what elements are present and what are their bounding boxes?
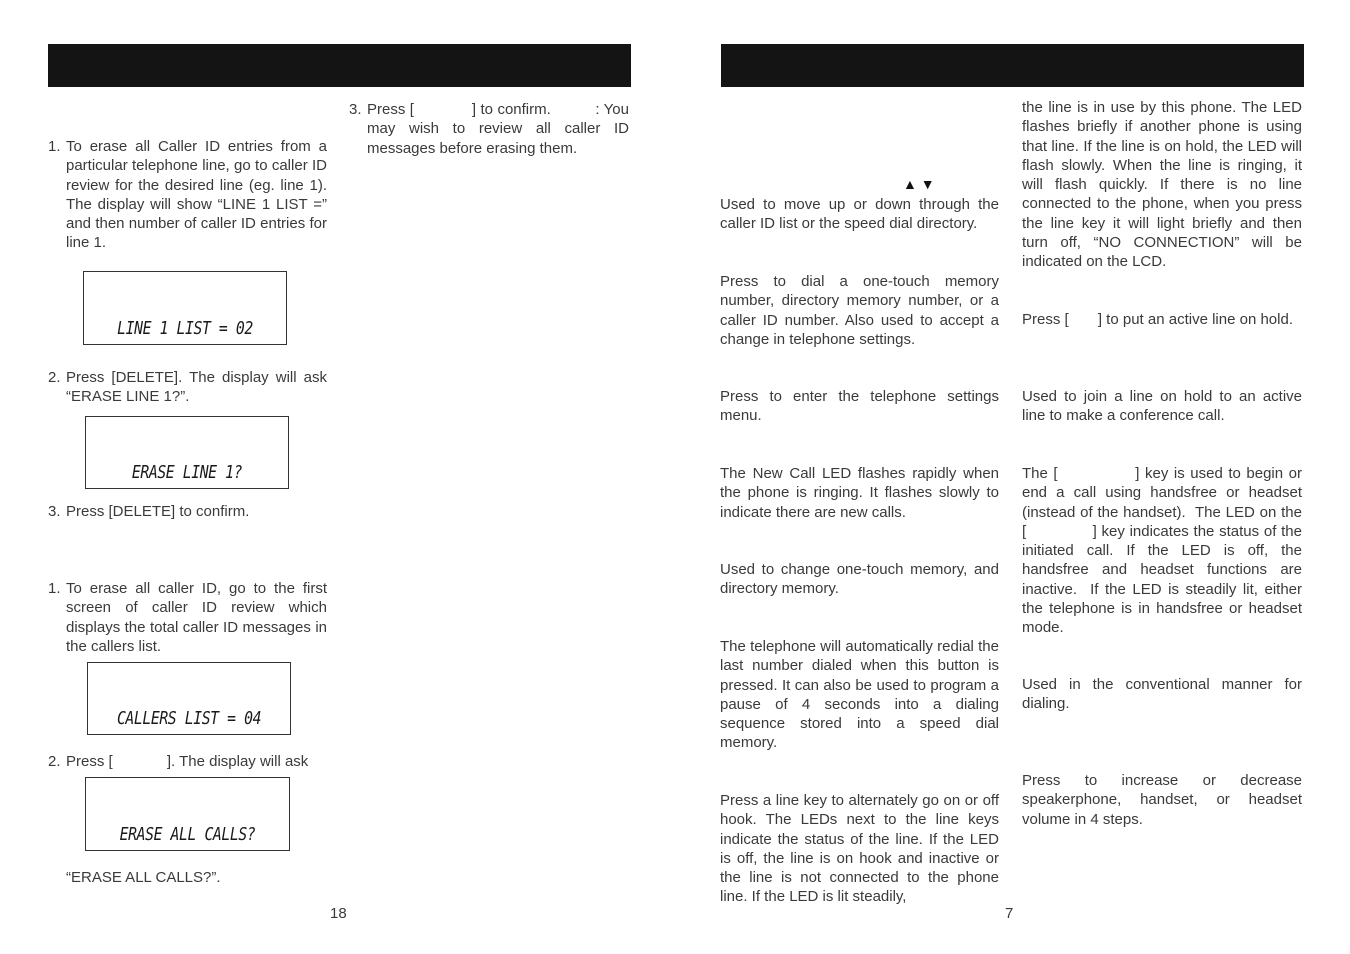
paragraph: Press to dial a one-touch memory number, directory memory number, or a caller ID number. Also used to accept a change in telephone settings. (720, 273, 999, 348)
lcd-display: ERASE ALL CALLS? (85, 777, 290, 851)
lcd-display: ERASE LINE 1? (85, 416, 289, 489)
paragraph: Used to join a line on hold to an active line to make a conference call. (1022, 388, 1302, 425)
left-header-bar (48, 44, 631, 87)
paragraph: The [ ] key is used to begin or end a call using handsfree or headset (instead of the handset). The LED on the [ ] key indicates the status of the initiated call. If the LED is off, the handsfree and headset functions are inactive. If the LED is steadily lit, either the telephone is in handsfree or headset mode. (1022, 465, 1307, 637)
page-number: 18 (330, 905, 347, 922)
right-header-bar (721, 44, 1304, 87)
step-item: 2. Press [DELETE]. The display will ask “ERASE LINE 1?”. (48, 369, 327, 406)
paragraph: Press to enter the telephone settings menu. (720, 388, 999, 425)
paragraph: Press a line key to alternately go on or off hook. The LEDs next to the line keys indicate the status of the line. If the LED is off, the line is on hook and inactive or the line is not connected to the phone line. If the LED is lit steadily, (720, 792, 999, 906)
step-item: “ERASE ALL CALLS?”. (66, 869, 221, 886)
step-item: 3. Press [DELETE] to confirm. (48, 503, 250, 520)
step-item: 1. To erase all Caller ID entries from a particular telephone line, go to caller ID review for the desired line (eg. line 1). The display will show “LINE 1 LIST =” and then number of caller ID entries for line 1. (48, 138, 327, 252)
page-number: 7 (1005, 905, 1014, 922)
paragraph: Used in the conventional manner for dialing. (1022, 676, 1302, 713)
up-down-arrows-icon: ▲ ▼ (903, 176, 935, 192)
lcd-display: LINE 1 LIST = 02 (83, 271, 287, 345)
step-item: 1. To erase all caller ID, go to the first screen of caller ID review which displays the total caller ID messages in the callers list. (48, 580, 327, 655)
step-item: 3. Press [ ] to confirm. : You may wish to review all caller ID messages before erasing them. (349, 101, 634, 157)
paragraph: Press to increase or decrease speakerphone, handset, or headset volume in 4 steps. (1022, 772, 1302, 828)
paragraph: The New Call LED flashes rapidly when the phone is ringing. It flashes slowly to indicate there are new calls. (720, 465, 999, 521)
paragraph: Used to change one-touch memory, and directory memory. (720, 561, 999, 598)
paragraph: The telephone will automatically redial the last number dialed when this button is pressed. It can also be used to program a pause of 4 seconds into a dialing sequence stored into a speed dial memory. (720, 638, 999, 752)
paragraph: the line is in use by this phone. The LED flashes briefly if another phone is using that line. If the line is on hold, the LED will flash slowly. When the line is ringing, it will flash quickly. If there is no line connected to the phone, when you press the line key it will light briefly and then turn off, “NO CONNECTION” will be indicated on the LCD. (1022, 99, 1302, 271)
step-item: 2. Press [ ]. The display will ask (48, 753, 309, 770)
paragraph: Used to move up or down through the caller ID list or the speed dial directory. (720, 196, 999, 233)
lcd-display: CALLERS LIST = 04 (87, 662, 291, 735)
paragraph: Press [ ] to put an active line on hold. (1022, 311, 1293, 328)
